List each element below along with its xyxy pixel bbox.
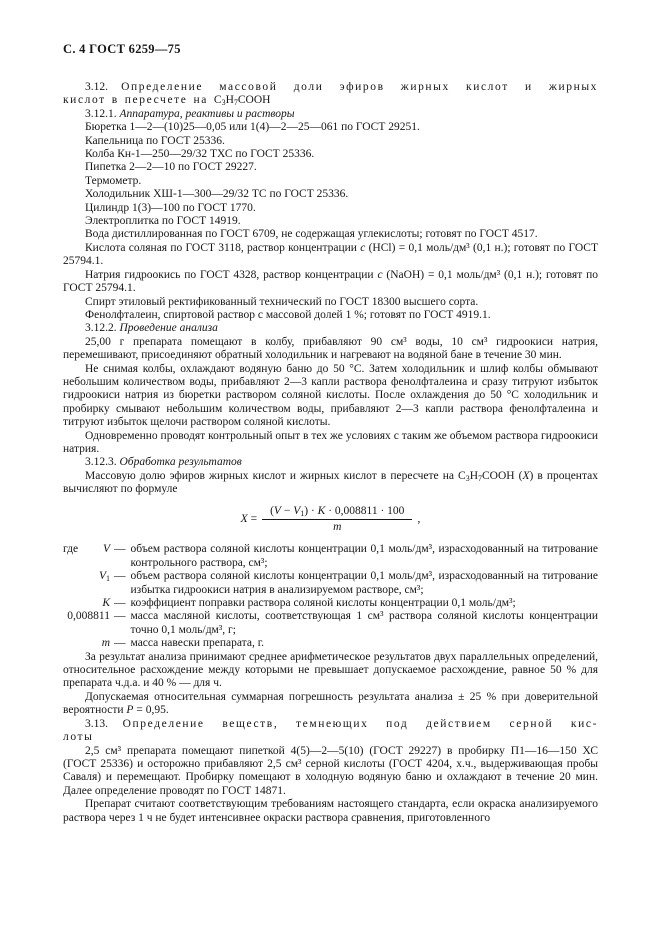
paragraph [63,269,598,296]
definition-row [63,610,598,637]
text-segment: m [333,521,342,533]
definition-term [63,543,110,556]
text-segment: 1 [300,508,305,518]
text-segment: За результат анализа принимают среднее арифметическое результатов двух параллельных определений, относительное расхождение между которыми не превышает допускаемое расхождение, равное 50 % для препарата ч.д.а. и 40 % — для ч. [63,650,598,690]
text-segment: Бюретка 1—2—(10)25—0,05 или 1(4)—2—25—061 по ГОСТ 29251. [85,121,420,134]
text-segment: (NaOH) = 0,1 моль/дм³ (0,1 н.); готовят по ГОСТ 25794.1. [63,268,598,295]
text-segment: COOH ( [482,469,523,482]
paragraph [63,651,598,691]
text-segment: Допускаемая относительная суммарная погрешность результата анализа ± 25 % при доверительной вероятности [63,690,598,717]
paragraph [63,161,598,174]
page-header: С. 4 ГОСТ 6259—75 [63,42,181,56]
definition-term [63,597,110,610]
text-segment: H [469,469,478,482]
paragraph [63,745,598,799]
text-segment: ) в процентах вычисляют по формуле [63,469,598,496]
text-segment: c [360,241,366,254]
text-segment: коэффициент поправки раствора соляной кислоты концентрации 0,1 моль/дм³; [130,597,516,610]
definition-lead: где [63,543,79,556]
text-segment: Не снимая колбы, охлаждают водяную баню до 50 °С. Затем холодильник и шлиф колбы обмывают небольшим количеством воды, прибавляют 2—3 капли раствора фенолфталеина и сразу титруют избыток гидроокиси натрия из бюретки раствором соляной кислоты. После охлаждения до 50 °С холодильник и пробирку смывают небольшим количеством воды, прибавляют 2—3 капли раствора фенолфталеина и титруют избыток щелочи раствором соляной кислоты. [63,362,598,429]
paragraph [63,363,598,430]
text-segment: Проведение анализа [119,322,218,335]
definition-symbol [103,543,110,556]
text-segment: ( [270,504,274,517]
section-heading-line [63,718,598,731]
text-segment: = 0,95. [133,704,169,717]
definition-text [131,543,599,570]
definition-symbol [102,597,110,610]
definition-text [131,610,599,637]
paragraph [63,691,598,718]
text-segment: 7 [233,98,238,108]
text-segment: P [126,704,134,717]
paragraph [63,135,598,148]
text-segment: объем раствора соляной кислоты концентрации 0,1 моль/дм³, израсходованный на титрование избытка гидроокиси натрия в анализируемом растворе, см³; [130,570,598,596]
text-segment: Пипетка 2—2—10 по ГОСТ 29227. [85,161,257,174]
text-segment: лоты [63,731,94,744]
paragraph [63,202,598,215]
text-segment: Массовую долю эфиров жирных кислот и жирных кислот в пересчете на C [85,469,466,482]
text-segment: H [225,94,234,107]
definition-term [63,570,110,583]
text-segment: Спирт этиловый ректификованный технический по ГОСТ 18300 высшего сорта. [85,295,479,308]
definition-term [63,637,110,650]
section-heading-line [63,81,598,94]
definition-row [63,543,598,570]
text-segment: Фенолфталеин, спиртовой раствор с массовой долей 1 %; готовят по ГОСТ 4919.1. [85,308,491,321]
text-segment: 3 [465,473,470,483]
text-segment: Холодильник ХШ-1—300—29/32 ТС по ГОСТ 25336. [85,188,349,201]
text-segment: Колба Кн-1—250—29/32 ТХС по ГОСТ 25336. [85,148,315,161]
paragraph [63,228,598,241]
text-segment: X [240,512,248,525]
text-segment: 3.12.3. [85,456,120,469]
definition-dash: — [114,597,126,610]
definition-text [131,570,599,597]
formula-lhs [241,513,257,526]
paragraph [63,188,598,201]
formula [63,505,598,535]
paragraph [63,456,598,469]
text-segment: K [317,504,326,517]
text-segment: Обработка результатов [119,456,242,469]
definition-row [63,637,598,650]
text-segment: Определение веществ, темнеющих под действием серной кис- [122,717,599,730]
definition-text [131,597,599,610]
definition-row [63,570,598,597]
text-segment: 7 [478,473,482,483]
text-segment: 25,00 г препарата помещают в колбу, прибавляют 90 см³ воды, 10 см³ гидроокиси натрия, перемешивают, присоединяют обратный холодильник и нагревают на водяной бане в течение 30 мин. [63,335,598,362]
text-segment: 3.12. [85,81,122,93]
paragraph [63,242,598,269]
text-segment: Вода дистиллированная по ГОСТ 6709, не содержащая углекислоты; готовят по ГОСТ 4517. [85,228,538,241]
paragraph [63,215,598,228]
text-segment: V [98,570,106,583]
text-segment: (HCl) = 0,1 моль/дм³ (0,1 н.); готовят по ГОСТ 25794.1. [63,241,599,268]
text-segment: кислот в пересчете на [63,94,214,107]
text-segment: C [213,94,222,107]
text-segment: Кислота соляная по ГОСТ 3118, раствор концентрации [85,241,361,254]
formula-fraction [262,505,412,535]
formula-numerator [262,505,412,520]
paragraph [63,108,598,121]
text-segment: 3.13. [85,717,123,730]
text-segment: − [280,504,294,517]
paragraph [63,175,598,188]
text-segment: V [102,543,110,556]
text-segment: масса масляной кислоты, соответствующая 1 см³ раствора соляной кислоты концентрации точно 0,1 моль/дм³, г; [130,610,598,636]
text-segment: · 0,008811 · 100 [325,504,405,517]
text-segment: = [247,512,258,525]
text-segment: X [522,469,530,482]
definition-dash: — [114,543,126,556]
definition-dash: — [114,610,126,623]
paragraph [63,336,598,363]
definition-list [63,543,598,650]
text-segment: K [102,597,110,610]
text-segment: Аппаратура, реактивы и растворы [119,107,295,120]
text-segment: объем раствора соляной кислоты концентрации 0,1 моль/дм³, израсходованный на титрование контрольного раствора, см³; [130,543,598,569]
text-segment: Капельница по ГОСТ 25336. [85,134,225,147]
text-segment: масса навески препарата, г. [130,637,265,650]
definition-term [63,610,110,623]
text-segment: Определение массовой доли эфиров жирных кислот и жирных [121,81,599,93]
text-segment: c [377,268,383,281]
paragraph [63,322,598,335]
text-segment: 2,5 см³ препарата помещают пипеткой 4(5)—2—5(10) (ГОСТ 29227) в пробирку П1—16—150 ХС (ГОСТ 25336) и осторожно прибавляют 2,5 см³ серной кислоты (ГОСТ 4204, х.ч., выдерживающая пробы Саваля) и перемещают. Пробирку помещают в холодную водяную баню и охлаждают в течение 20 мин. Далее определение проводят по ГОСТ 14871. [63,744,598,797]
paragraph [63,470,598,497]
paragraph [63,430,598,457]
text-segment: 3.12.2. [85,322,120,335]
text-segment: m [101,637,110,650]
text-segment: 3 [221,98,226,108]
definition-symbol [67,610,110,623]
paragraph [63,121,598,134]
text-segment: Цилиндр 1(3)—100 по ГОСТ 1770. [85,201,256,214]
definition-dash: — [114,570,126,583]
document-body [63,81,598,825]
text-segment: Одновременно проводят контрольный опыт в тех же условиях с таким же объемом раствора гидроокиси натрия. [63,429,598,455]
text-segment: 3.12.1. [85,107,120,120]
text-segment: Натрия гидроокись по ГОСТ 4328, раствор концентрации [85,268,378,281]
definition-symbol [99,570,110,583]
definition-dash: — [114,637,126,650]
definition-text [131,637,599,650]
text-segment: COOH [237,94,271,107]
text-segment: Препарат считают соответствующим требованиям настоящего стандарта, если окраска анализируемого раствора через 1 ч не будет интенсивнее окраски раствора сравнения, приготовленного [63,798,598,824]
paragraph [63,148,598,161]
page-content [63,42,598,825]
formula-trailing-comma: , [417,512,421,525]
text-segment: ) · [304,504,318,517]
section-heading-line [63,731,598,744]
section-heading-line [63,94,598,107]
text-segment: Электроплитка по ГОСТ 14919. [85,215,241,228]
definition-symbol [102,637,110,650]
text-segment: 0,008811 [67,610,110,623]
formula-denominator [262,520,412,534]
text-segment: V [293,504,301,517]
paragraph [63,798,598,825]
text-segment: 1 [106,574,110,584]
paragraph [63,309,598,322]
definition-row [63,597,598,610]
text-segment: Термометр. [85,174,142,187]
text-segment: V [273,504,281,517]
paragraph [63,296,598,309]
